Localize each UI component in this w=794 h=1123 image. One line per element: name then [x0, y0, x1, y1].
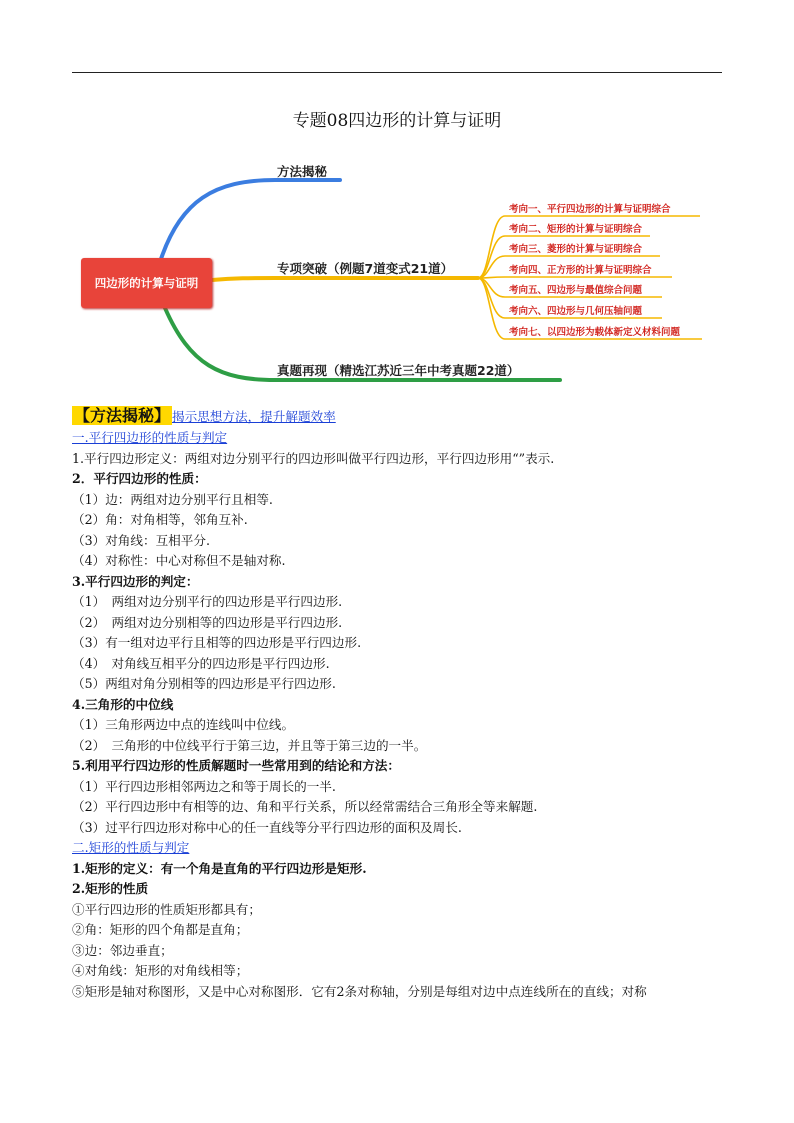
body-text	[72, 404, 732, 1002]
sub-item-1: 考向一、平行四边形的计算与证明综合	[509, 204, 671, 215]
text-line: （1） 两组对边分别平行的四边形是平行四边形.	[72, 594, 343, 609]
branch-method: 方法揭秘	[277, 164, 328, 179]
text-line: （5）两组对角分别相等的四边形是平行四边形.	[72, 676, 336, 691]
text-line: （4）对称性：中心对称但不是轴对称.	[72, 553, 286, 568]
text-line: （2） 三角形的中位线平行于第三边，并且等于第三边的一半。	[72, 737, 427, 753]
text-line: （3）过平行四边形对称中心的任一直线等分平行四边形的面积及周长.	[72, 819, 462, 835]
text-line: （1）平行四边形相邻两边之和等于周长的一半.	[72, 778, 336, 794]
sub-line-4	[478, 277, 672, 278]
branch-exam: 真题再现（精选江苏近三年中考真题22道）	[277, 363, 520, 378]
text-line: （3）有一组对边平行且相等的四边形是平行四边形.	[72, 635, 362, 650]
sub-item-2: 考向二、矩形的计算与证明综合	[509, 224, 643, 235]
text-line: （2） 两组对边分别相等的四边形是平行四边形.	[72, 614, 343, 630]
text-line: 2．平行四边形的性质：	[72, 471, 207, 486]
page-title: 专题08四边形的计算与证明	[292, 111, 502, 131]
text-line: 3.平行四边形的判定：	[72, 573, 199, 589]
sub-item-4: 考向四、正方形的计算与证明综合	[509, 265, 652, 276]
sub-item-6: 考向六、四边形与几何压轴问题	[509, 306, 643, 317]
text-line: 5.利用平行四边形的性质解题时一些常用到的结论和方法：	[72, 758, 400, 773]
text-line: ④对角线：矩形的对角线相等；	[72, 963, 249, 978]
text-line: （2）角：对角相等，邻角互补.	[72, 512, 248, 527]
sub-item-3: 考向三、菱形的计算与证明综合	[509, 244, 643, 255]
mindmap-root: 四边形的计算与证明	[81, 258, 212, 308]
sub-item-5: 考向五、四边形与最值综合问题	[509, 285, 643, 296]
text-line: ③边：邻边垂直；	[72, 942, 173, 958]
text-line: ①平行四边形的性质矩形都具有；	[72, 901, 261, 917]
section-heading-link[interactable]: 二.矩形的性质与判定	[72, 840, 190, 855]
section-header	[72, 404, 732, 428]
text-line: 4.三角形的中位线	[72, 696, 174, 712]
text-line: 1.矩形的定义：有一个角是直角的平行四边形是矩形.	[72, 860, 367, 876]
branch-line-blue	[160, 180, 340, 262]
text-line: 2.矩形的性质	[72, 881, 149, 896]
text-line: （1）边：两组对边分别平行且相等.	[72, 491, 273, 507]
section-badge: 【方法揭秘】	[74, 406, 171, 425]
branch-line-yellow	[212, 278, 478, 280]
section-heading-link[interactable]: 一.平行四边形的性质与判定	[72, 430, 228, 445]
section-subtitle-link[interactable]: 揭示思想方法，提升解题效率	[172, 409, 336, 424]
text-line: （2）平行四边形中有相等的边、角和平行关系，所以经常需结合三角形全等来解题.	[72, 799, 538, 814]
text-line: （3）对角线：互相平分.	[72, 532, 210, 548]
text-line: （4） 对角线互相平分的四边形是平行四边形.	[72, 655, 330, 671]
sub-item-7: 考向七、以四边形为载体新定义材料问题	[509, 327, 681, 338]
top-rule	[72, 72, 722, 73]
text-line: 1.平行四边形定义：两组对边分别平行的四边形叫做平行四边形，平行四边形用“”表示.	[72, 450, 555, 466]
text-line: ②角：矩形的四个角都是直角；	[72, 922, 249, 937]
text-line: （1）三角形两边中点的连线叫中位线。	[72, 717, 295, 732]
branch-practice: 专项突破（例题7道变式21道）	[277, 261, 454, 276]
text-line: ⑤矩形是轴对称图形，又是中心对称图形．它有2条对称轴，分别是每组对边中点连线所在的直线；对称	[72, 983, 647, 999]
